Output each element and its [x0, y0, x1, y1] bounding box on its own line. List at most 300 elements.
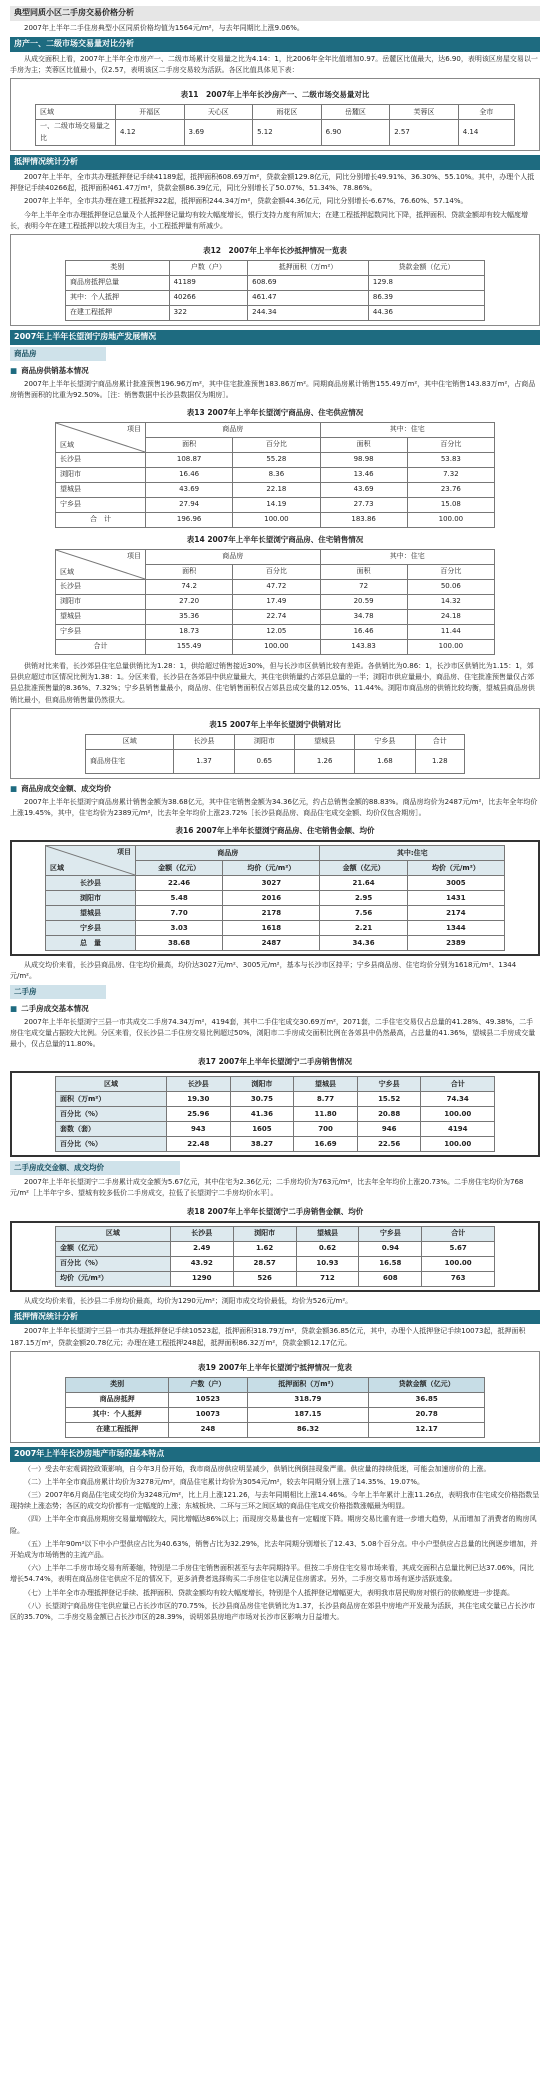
table-cell: 100.00 [407, 513, 494, 528]
table-cell: 套数（套） [56, 1122, 167, 1137]
table-cell: 248 [169, 1422, 247, 1437]
table-cell: 宁乡县 [56, 625, 146, 640]
corner-label-region: 区域 [50, 864, 64, 872]
subsection-title-second-hand-price: 二手房成交金额、成交均价 [10, 1161, 180, 1175]
table-cell: 35.36 [146, 610, 233, 625]
table-header: 区域 [56, 1226, 171, 1241]
table-cell: 86.39 [368, 290, 484, 305]
table-cell: 1344 [407, 921, 504, 936]
corner-label-region: 区域 [60, 440, 74, 449]
table11-box [10, 78, 540, 151]
corner-label-region: 区域 [60, 567, 74, 576]
table-cell: 43.69 [320, 483, 407, 498]
table-row [46, 891, 505, 906]
row-label: 商品房住宅 [86, 749, 174, 773]
table-cell: 43.69 [146, 483, 233, 498]
list-item: （二）上半年全市商品房累计均价为3278元/m²，商品住宅累计均价为3054元/m²，较去年同期分别上涨了14.35%、19.07%。 [24, 1477, 424, 1486]
table-cell: 943 [167, 1122, 231, 1137]
table-cell: 183.86 [320, 513, 407, 528]
table-cell: 1.37 [174, 749, 234, 773]
corner-label-item: 项目 [127, 425, 141, 434]
table-header: 金额（亿元） [320, 861, 407, 876]
paragraph: 2007年上半年长望浏宁二手房累计成交金额为5.67亿元，其中住宅为2.36亿元；二手房均价为763元/m²，比去年全年均价上涨20.73%。二手房住宅均价为768元/m²［上半年宁乡、望城有较多低价二手房成交，拉低了长望浏宁二手房均价水平］。 [10, 1178, 524, 1198]
table-cell: 在建工程抵押 [66, 305, 170, 320]
table-cell: 10073 [169, 1407, 247, 1422]
table-cell: 7.32 [407, 468, 494, 483]
table-cell: 合计 [56, 640, 146, 655]
bullet-icon: ■ [10, 1003, 18, 1013]
table-cell: 12.05 [233, 625, 320, 640]
table-row [56, 1122, 495, 1137]
table-cell: 1.28 [415, 749, 464, 773]
table-cell: 100.00 [233, 640, 320, 655]
table19 [65, 1377, 485, 1438]
table-cell: 608.69 [248, 275, 369, 290]
table-cell: 28.57 [233, 1256, 296, 1271]
table-header: 长沙县 [167, 1077, 231, 1092]
paragraph: 2007年上半年，全市共办理抵押登记手续41189起，抵押面积608.69万m²，贷款金额129.8亿元，同比分别增长49.91%、36.30%、55.10%。其中，办理个人抵押登记手续40266起，抵押面积461.47万m²，贷款金额86.39亿元，同比分别增长了50.07%、51.34%、78.86%。 [10, 172, 535, 193]
table-header: 芙蓉区 [390, 105, 459, 120]
table-cell: 总 量 [46, 936, 136, 951]
table-cell: 16.58 [359, 1256, 422, 1271]
table-cell: 143.83 [320, 640, 407, 655]
table16 [45, 845, 505, 951]
table-cell: 712 [296, 1271, 359, 1286]
corner-label-item: 项目 [117, 848, 131, 857]
table-cell: 7.56 [320, 906, 407, 921]
table-header: 面积 [320, 565, 407, 580]
bullet-heading-text: 二手房成交基本情况 [21, 1003, 89, 1013]
table-header: 望城县 [294, 1077, 358, 1092]
table-row [66, 305, 485, 320]
paragraph: 今年上半年全市办理抵押登记总量及个人抵押登记量均有较大幅度增长，银行支持力度有所加大；在建工程抵押起数同比下降，抵押面积、贷款金额却有较大幅度增长，表明今年在建工程抵押以较大项目为主，小工程抵押量有所减少。 [10, 210, 528, 230]
table-row [56, 610, 495, 625]
table-cell: 7.70 [136, 906, 223, 921]
table-cell: 10523 [169, 1392, 247, 1407]
table-cell: 4.14 [458, 120, 514, 146]
table-cell: 318.79 [247, 1392, 369, 1407]
table-cell: 百分比（%） [56, 1107, 167, 1122]
table17 [55, 1076, 495, 1152]
table-header: 天心区 [184, 105, 253, 120]
table-header: 宁乡县 [355, 734, 415, 749]
table-cell: 44.36 [368, 305, 484, 320]
table-row [46, 936, 505, 951]
table-cell: 长沙县 [56, 580, 146, 595]
table-cell: 10.93 [296, 1256, 359, 1271]
table-cell: 1290 [170, 1271, 233, 1286]
table-cell: 461.47 [248, 290, 369, 305]
table-cell: 浏阳市 [56, 468, 146, 483]
paragraph: 供销对比来看，长沙郊县住宅总量供销比为1.28：1，供给超过销售接近30%，但与长沙市区供销比较有差距。各供销比为0.86：1，长沙市区供销比为1.15：1，郊县供应超过市区情况比例为1.38：1。分区来看，长沙县在各郊县中供应量最大，其住宅供销量约占郊县总量的一半；浏阳市供应量最小，商品房、住宅批准预售量仅占郊县总批准预售量的8.36%、7.32%；宁乡县销售量最小，商品房、住宅销售面积仅占郊县总成交量的12.05%、11.44%。浏阳市商品房的供销比较均衡，望城县商品房供销比最小，但商品房销售量仍然很大。 [10, 662, 535, 704]
table-cell: 1.68 [355, 749, 415, 773]
table-header: 百分比 [233, 565, 320, 580]
section-title-market-features: 2007年上半年长沙房地产市场的基本特点 [10, 1447, 540, 1462]
table-cell: 74.2 [146, 580, 233, 595]
table-row [56, 1256, 495, 1271]
table-row [56, 453, 495, 468]
table-group-header: 商品房 [146, 550, 321, 565]
table-row [56, 1092, 495, 1107]
table-cell: 187.15 [247, 1407, 369, 1422]
table-cell: 155.49 [146, 640, 233, 655]
paragraph: 2007年上半年长望浏宁商品房累计销售金额为38.68亿元，其中住宅销售金额为34.36亿元，约占总销售金额的88.83%。商品房均价为2487元/m²，比去年全年均价上涨19.45%，其中，住宅均价为2389元/m²，比去年全年均价上涨23.72%［长沙县商品房、商品住宅成交金额、均价仅包含期房］。 [10, 797, 538, 817]
list-item: （六）上半年二手房市场交易有所萎缩，特别是二手房住宅销售面积甚至与去年同期持平。但按二手房住宅交易市场来看，其成交面积占总量比例已达37.06%，同比增长54.74%，表明在商品房住宅供应不足的情况下，更多消费者选择购买二手房住宅以满足住房需求。另外，二手房交易市场有逐步活跃迹象。 [10, 1564, 534, 1584]
table-group-header: 其中:住宅 [320, 846, 505, 861]
table-cell: 5.48 [136, 891, 223, 906]
table-row [56, 640, 495, 655]
table-cell: 700 [294, 1122, 358, 1137]
table-cell: 2.95 [320, 891, 407, 906]
table-cell: 长沙县 [56, 453, 146, 468]
table-cell: 11.80 [294, 1107, 358, 1122]
table-cell: 面积（万m²） [56, 1092, 167, 1107]
table-header: 均价（元/m²） [223, 861, 320, 876]
paragraph: 从成交均价来看，长沙县二手房均价最高，均价为1290元/m²；浏阳市成交均价最低，均价为526元/m²。 [24, 1296, 353, 1305]
list-item: （一）受去年宏观调控政策影响，自今年3月份开始，我市商品房供应明显减少，供销比例倒挂现象严重。供应量的持续低迷，可能会加速房价的上涨。 [24, 1464, 491, 1473]
table-header: 长沙县 [174, 734, 234, 749]
table-cell: 0.65 [234, 749, 294, 773]
table11 [35, 104, 515, 146]
bullet-heading [10, 783, 540, 795]
table-cell: 2.49 [170, 1241, 233, 1256]
table-cell: 11.44 [407, 625, 494, 640]
section-title-mortgage: 抵押情况统计分析 [10, 155, 540, 170]
table-cell: 12.17 [369, 1422, 485, 1437]
table-cell: 商品房抵押 [66, 1392, 169, 1407]
table-cell: 22.46 [136, 876, 223, 891]
table-cell: 2487 [223, 936, 320, 951]
table-cell: 2.21 [320, 921, 407, 936]
table-cell: 浏阳市 [56, 595, 146, 610]
list-item: （七）上半年全市办理抵押登记手续、抵押面积、贷款金额均有较大幅度增长，特别是个人抵押登记增幅更大，表明我市居民购房对银行的依赖度进一步提高。 [24, 1588, 514, 1597]
table-group-header: 其中：住宅 [320, 423, 495, 438]
table-cell: 43.92 [170, 1256, 233, 1271]
table-row [56, 1107, 495, 1122]
table-cell: 22.74 [233, 610, 320, 625]
table-cell: 23.76 [407, 483, 494, 498]
table-cell: 1431 [407, 891, 504, 906]
table-cell: 14.32 [407, 595, 494, 610]
table-row [46, 876, 505, 891]
section-title-price-analysis: 典型同质小区二手房交易价格分析 [10, 6, 540, 21]
table-header: 合计 [421, 1077, 495, 1092]
table-cell: 望城县 [46, 906, 136, 921]
table-cell: 20.59 [320, 595, 407, 610]
table-cell: 8.36 [233, 468, 320, 483]
bullet-icon: ■ [10, 783, 18, 793]
table-header: 区域 [56, 1077, 167, 1092]
table-row [46, 921, 505, 936]
table-cell: 27.73 [320, 498, 407, 513]
table18-title: 表18 2007年上半年长望浏宁二手房销售金额、均价 [186, 1206, 364, 1216]
table-cell: 98.98 [320, 453, 407, 468]
table-cell: 宁乡县 [46, 921, 136, 936]
table-cell: 1605 [230, 1122, 294, 1137]
table12 [65, 260, 485, 321]
table-header: 贷款金额（亿元） [368, 260, 484, 275]
table-cell: 36.85 [369, 1392, 485, 1407]
table-header: 雨花区 [253, 105, 322, 120]
table-cell: 2.57 [390, 120, 459, 146]
table-cell: 均价（元/m²） [56, 1271, 171, 1286]
table11-title: 表11 2007年上半年长沙房产一、二级市场交易量对比 [180, 90, 370, 100]
table-row [56, 1271, 495, 1286]
table-cell: 196.96 [146, 513, 233, 528]
table-cell: 86.32 [247, 1422, 369, 1437]
table-row [56, 513, 495, 528]
table-cell: 6.90 [321, 120, 390, 146]
table-header: 区域 [86, 734, 174, 749]
table-cell: 129.8 [368, 275, 484, 290]
table-cell: 金额（亿元） [56, 1241, 171, 1256]
table-row [66, 275, 485, 290]
table-header: 百分比 [407, 565, 494, 580]
table-row [56, 595, 495, 610]
table-cell: 1618 [223, 921, 320, 936]
table19-box [10, 1351, 540, 1443]
table19-title: 表19 2007年上半年长望浏宁抵押情况一览表 [198, 1362, 352, 1372]
table-cell: 34.78 [320, 610, 407, 625]
table-row [56, 498, 495, 513]
section-title-market-comparison: 房产一、二级市场交易量对比分析 [10, 37, 540, 52]
table16-title: 表16 2007年上半年长望浏宁商品房、住宅销售金额、均价 [175, 826, 375, 836]
table-header: 类别 [66, 1377, 169, 1392]
table-cell: 100.00 [421, 1107, 495, 1122]
table-header: 开福区 [116, 105, 185, 120]
table-header: 抵押面积（万m²） [247, 1377, 369, 1392]
table15-title: 表15 2007年上半年长望浏宁供销对比 [209, 719, 341, 729]
subsection-title-second-hand: 二手房 [10, 985, 106, 999]
table-header: 金额（亿元） [136, 861, 223, 876]
list-item: （八）长望浏宁商品房住宅供应量已占长沙市区的70.75%，长沙县商品房住宅供销比为1.37，长沙县商品房在郊县中房地产开发最为活跃，其住宅成交量已占长沙市区的35.70%，二手房交易金额已占长沙市区的28.39%，说明郊县房地产市场对长沙市区影响力日益增大。 [10, 1601, 536, 1621]
table-group-header: 商品房 [146, 423, 321, 438]
table-header: 面积 [320, 438, 407, 453]
table-header: 类别 [66, 260, 170, 275]
table-header: 户数（户） [169, 260, 248, 275]
table-cell: 百分比（%） [56, 1256, 171, 1271]
table-cell: 38.68 [136, 936, 223, 951]
table-group-header: 商品房 [136, 846, 320, 861]
table-row [56, 483, 495, 498]
table-cell: 100.00 [233, 513, 320, 528]
table-cell: 17.49 [233, 595, 320, 610]
paragraph: 2007年上半年，全市共办理在建工程抵押322起，抵押面积244.34万m²，贷款金额44.36亿元，同比分别增长-6.67%、76.60%、57.14%。 [24, 197, 468, 206]
table13-title: 表13 2007年上半年长望浏宁商品房、住宅供应情况 [186, 408, 364, 418]
table-cell: 41.36 [230, 1107, 294, 1122]
table-cell: 13.46 [320, 468, 407, 483]
table-corner-cell [46, 846, 136, 876]
table-cell: 2389 [407, 936, 504, 951]
section-title-suburb-development: 2007年上半年长望浏宁房地产发展情况 [10, 330, 540, 345]
table-header: 百分比 [407, 438, 494, 453]
paragraph: 2007年上半年二手住房典型小区同质价格均值为1564元/m²，与去年同期比上涨9.06%。 [24, 23, 304, 32]
table-row [66, 290, 485, 305]
table-group-header: 其中：住宅 [320, 550, 495, 565]
table-header: 全市 [458, 105, 514, 120]
table-header: 百分比 [233, 438, 320, 453]
table-cell: 24.18 [407, 610, 494, 625]
table-cell: 8.77 [294, 1092, 358, 1107]
table-cell: 74.34 [421, 1092, 495, 1107]
table-row [56, 1241, 495, 1256]
table-cell: 在建工程抵押 [66, 1422, 169, 1437]
table-cell: 1.26 [294, 749, 354, 773]
table-cell: 百分比（%） [56, 1137, 167, 1152]
table-header: 宁乡县 [357, 1077, 421, 1092]
paragraph: 2007年上半年长望浏宁三县一市共成交二手房74.34万m²，4194套，其中二手住宅成交30.69万m²，2071套，二手住宅交易仅占总量的41.28%、49.38%，二手房住宅成交量占据较大比例。分区来看，仅长沙县二手住房交易比例超过50%，浏阳市二手房成交面积比例在各郊县中仍然最高，占总量的41.36%，望城县二手房成交量最小，仅占总量的11.80%。 [10, 1017, 536, 1048]
table-cell: 4194 [421, 1122, 495, 1137]
table-cell: 其中：个人抵押 [66, 1407, 169, 1422]
table-cell: 22.56 [357, 1137, 421, 1152]
table12-title: 表12 2007年上半年长沙抵押情况一览表 [203, 245, 347, 255]
paragraph: 从成交面积上看，2007年上半年全市房产一、二级市场累计交易量之比为4.14：1，比2006年全年比值增加0.97。岳麓区比值最大，达6.90，表明该区房屋交易以一手房为主；芙蓉区比值最小，仅2.57，表明该区二手房交易较为活跃。各区比值具体见下表： [10, 54, 538, 74]
table-header: 合计 [422, 1226, 495, 1241]
table-cell: 100.00 [407, 640, 494, 655]
table-header: 浏阳市 [234, 734, 294, 749]
table15 [85, 734, 465, 774]
table-cell: 21.64 [320, 876, 407, 891]
table-row [56, 580, 495, 595]
table-cell: 18.73 [146, 625, 233, 640]
table-cell: 宁乡县 [56, 498, 146, 513]
table-header: 面积 [146, 565, 233, 580]
table-cell: 763 [422, 1271, 495, 1286]
table-cell: 40266 [169, 290, 248, 305]
table-row [56, 1137, 495, 1152]
table-cell: 3005 [407, 876, 504, 891]
table-cell: 合 计 [56, 513, 146, 528]
table-cell: 55.28 [233, 453, 320, 468]
table-cell: 50.06 [407, 580, 494, 595]
table-cell: 望城县 [56, 610, 146, 625]
table-header: 望城县 [296, 1226, 359, 1241]
table-header: 区域 [36, 105, 116, 120]
corner-label-item: 项目 [127, 552, 141, 561]
table-row [66, 1422, 485, 1437]
table-cell: 商品房抵押总量 [66, 275, 170, 290]
table-row [66, 1392, 485, 1407]
table-header: 长沙县 [170, 1226, 233, 1241]
table-header: 宁乡县 [359, 1226, 422, 1241]
table-cell: 34.36 [320, 936, 407, 951]
table-cell: 3.69 [184, 120, 253, 146]
table-header: 均价（元/m²） [407, 861, 504, 876]
list-item: （三）2007年6月商品住宅成交均价为3248元/m²，比上月上涨121.26，与去年同期相比上涨14.46%。今年上半年累计上涨11.26点，表明我市住宅成交价格指数呈现持续上涨态势；各区的成交均价都有一定幅度的上涨；东城板块、二环与三环之间区域的商品住宅成交价格指数涨幅最为明显。 [10, 1491, 540, 1511]
table-cell: 608 [359, 1271, 422, 1286]
table13 [55, 422, 495, 528]
table-cell: 22.18 [233, 483, 320, 498]
table18 [55, 1226, 495, 1287]
table-cell: 5.12 [253, 120, 322, 146]
row-label: 一、二级市场交易量之比 [36, 120, 116, 146]
table-row [56, 468, 495, 483]
table-cell: 2016 [223, 891, 320, 906]
table-cell: 15.08 [407, 498, 494, 513]
paragraph: 2007年上半年长望浏宁三县一市共办理抵押登记手续10523起，抵押面积318.79万m²，贷款金额36.85亿元，其中，办理个人抵押登记手续10073起，抵押面积187.15万m²，贷款金额20.78亿元；办理在建工程抵押248起，抵押面积86.32万m²，贷款金额12.17亿元。 [10, 1327, 526, 1347]
paragraph: 2007年上半年长望浏宁商品房累计批准预售196.96万m²，其中住宅批准预售183.86万m²。同期商品房累计销售155.49万m²，其中住宅销售143.83万m²，占商品房销售面积的比重为92.50%。［注：销售数据中长沙县数据仅为期房］。 [10, 379, 536, 399]
table-cell: 16.46 [146, 468, 233, 483]
table-cell: 16.46 [320, 625, 407, 640]
table-cell: 16.69 [294, 1137, 358, 1152]
table-cell: 53.83 [407, 453, 494, 468]
table-cell: 15.52 [357, 1092, 421, 1107]
table-row [46, 906, 505, 921]
table-header: 抵押面积（万m²） [248, 260, 369, 275]
table12-box [10, 234, 540, 326]
table-cell: 22.48 [167, 1137, 231, 1152]
table-cell: 4.12 [116, 120, 185, 146]
section-title-suburb-mortgage: 抵押情况统计分析 [10, 1310, 540, 1325]
table-row [66, 1407, 485, 1422]
bullet-icon: ■ [10, 365, 18, 375]
table-corner-cell [56, 550, 146, 580]
table-cell: 30.75 [230, 1092, 294, 1107]
table-cell: 3027 [223, 876, 320, 891]
table-cell: 望城县 [56, 483, 146, 498]
bullet-heading [10, 365, 540, 377]
table-cell: 2178 [223, 906, 320, 921]
table-cell: 3.03 [136, 921, 223, 936]
table-header: 浏阳市 [230, 1077, 294, 1092]
table-row [86, 749, 465, 773]
table-cell: 526 [233, 1271, 296, 1286]
paragraph: 从成交均价来看，长沙县商品房、住宅均价最高，均价达3027元/m²、3005元/m²，基本与长沙市区持平；宁乡县商品房、住宅均价分别为1618元/m²、1344元/m²。 [10, 961, 517, 981]
list-item: （四）上半年全市商品房期房交易量增幅较大，同比增幅达86%以上；而现房交易量也有一定幅度下降。期房交易比重有进一步增大趋势，从而增加了消费者的购房风险。 [10, 1515, 537, 1535]
table-corner-cell [56, 423, 146, 453]
table-cell: 108.87 [146, 453, 233, 468]
table-cell: 浏阳市 [46, 891, 136, 906]
table17-box [10, 1071, 540, 1157]
table-cell: 100.00 [422, 1256, 495, 1271]
table16-box [10, 840, 540, 956]
table-cell: 41189 [169, 275, 248, 290]
table-cell: 1.62 [233, 1241, 296, 1256]
table-cell: 946 [357, 1122, 421, 1137]
table-cell: 244.34 [248, 305, 369, 320]
table-cell: 20.78 [369, 1407, 485, 1422]
list-item: （五）上半年90m²以下中小户型供应占比为40.63%，销售占比为32.29%，比去年同期分别增长了12.43、5.08个百分点。中小户型供应占总量的比例逐步增加，并开始成为市场销售的主流产品。 [10, 1539, 538, 1559]
table-cell: 72 [320, 580, 407, 595]
table-cell: 25.96 [167, 1107, 231, 1122]
table-cell: 0.94 [359, 1241, 422, 1256]
table-cell: 27.20 [146, 595, 233, 610]
table-header: 面积 [146, 438, 233, 453]
table-cell: 2174 [407, 906, 504, 921]
table-header: 贷款金额（亿元） [369, 1377, 485, 1392]
table-cell: 长沙县 [46, 876, 136, 891]
table-cell: 322 [169, 305, 248, 320]
table-header: 户数（户） [169, 1377, 247, 1392]
table-header: 望城县 [294, 734, 354, 749]
table14-title: 表14 2007年上半年长望浏宁商品房、住宅销售情况 [186, 535, 364, 545]
bullet-heading [10, 1003, 540, 1015]
table15-box [10, 708, 540, 779]
table-cell: 5.67 [422, 1241, 495, 1256]
table18-box [10, 1221, 540, 1292]
table17-title: 表17 2007年上半年长望浏宁二手房销售情况 [198, 1057, 352, 1067]
subsection-title-new-housing: 商品房 [10, 347, 106, 361]
table-header: 岳麓区 [321, 105, 390, 120]
table-cell: 38.27 [230, 1137, 294, 1152]
table-row [56, 625, 495, 640]
bullet-heading-text: 商品房成交金额、成交均价 [21, 783, 112, 793]
table14 [55, 549, 495, 655]
table-header: 浏阳市 [233, 1226, 296, 1241]
table-cell: 20.88 [357, 1107, 421, 1122]
table-cell: 27.94 [146, 498, 233, 513]
table-cell: 其中：个人抵押 [66, 290, 170, 305]
